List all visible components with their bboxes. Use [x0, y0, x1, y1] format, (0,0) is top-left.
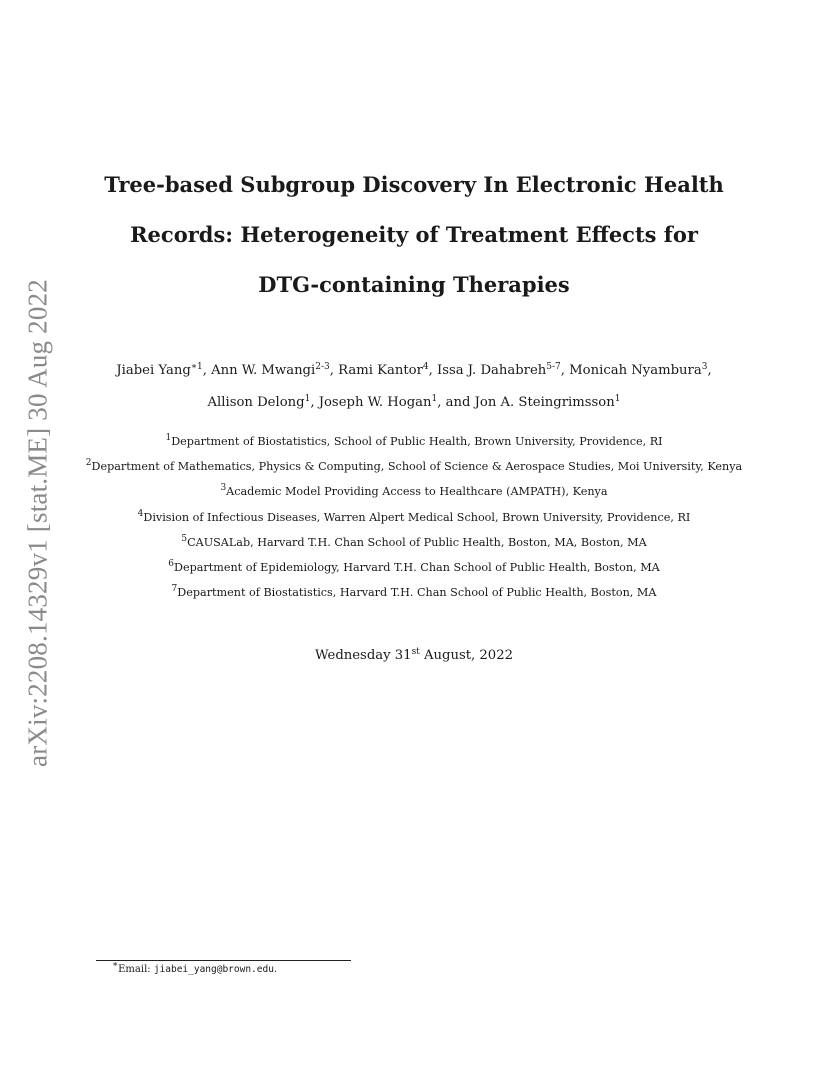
author-separator: , — [310, 395, 319, 410]
affiliation-marker: 3 — [220, 483, 227, 493]
affiliation-text: CAUSALab, Harvard T.H. Chan School of Public Health, Boston, MA, Boston, MA — [187, 536, 647, 549]
affiliation-5 — [0, 536, 828, 549]
author-name: Rami Kantor — [338, 363, 423, 378]
author-name: Allison Delong — [207, 395, 305, 410]
affiliation-marker: 2 — [85, 458, 92, 468]
affiliation-4 — [0, 511, 828, 524]
author-separator: , — [329, 363, 339, 378]
date-ordinal-suffix: st — [411, 647, 420, 657]
author-affiliation-marker: 3 — [701, 362, 708, 372]
author-line-1: Jiabei Yang$^{∗1}$, Ann W. Mwangi$^{2-3}$, Rami Kantor$^4$, Issa J. Dahabreh$^{5-7}$, Monicah Nyambura$^3$, — [116, 362, 712, 378]
author-affiliation-marker: 5-7 — [546, 362, 561, 372]
author-line-2 — [0, 395, 828, 410]
affiliation-marker: 1 — [165, 433, 172, 443]
author-affiliation-marker: 1 — [431, 394, 438, 404]
author-separator: , — [202, 363, 212, 378]
paper-title-line-3: DTG-containing Therapies — [258, 272, 570, 297]
author-affiliation-marker: 4 — [422, 362, 429, 372]
author-name: Jiabei Yang — [116, 363, 191, 378]
paper-title-line-2: Records: Heterogeneity of Treatment Effects for — [130, 222, 698, 247]
affiliation-text: Department of Biostatistics, Harvard T.H. Chan School of Public Health, Boston, MA — [177, 586, 657, 599]
footnote-email — [112, 960, 278, 975]
paper-title-line-1: Tree-based Subgroup Discovery In Electronic Health — [104, 172, 724, 197]
affiliation-2 — [0, 460, 828, 473]
email-address[interactable]: jiabei_yang@brown.edu — [153, 964, 274, 975]
author-name: Ann W. Mwangi — [211, 363, 316, 378]
author-separator: , — [428, 363, 437, 378]
author-name: Monicah Nyambura — [569, 363, 702, 378]
author-affiliation-marker: 2-3 — [315, 362, 330, 372]
affiliation-marker: 6 — [168, 559, 174, 569]
author-separator: , — [560, 363, 570, 378]
author-affiliation-marker: 1 — [614, 394, 621, 404]
author-separator: , and — [437, 395, 475, 410]
affiliation-text: Division of Infectious Diseases, Warren Alpert Medical School, Brown University, Providence, RI — [143, 511, 691, 524]
affiliation-marker: 4 — [137, 509, 144, 519]
affiliation-marker: 7 — [171, 584, 178, 594]
author-affiliation-marker: ∗1 — [190, 362, 203, 372]
affiliation-3 — [0, 485, 828, 498]
affiliation-6 — [0, 561, 828, 574]
author-name: Jon A. Steingrimsson — [474, 395, 615, 410]
footnote-marker: ∗ — [112, 960, 119, 970]
affiliation-text: Academic Model Providing Access to Healthcare (AMPATH), Kenya — [226, 485, 608, 498]
footnote-period: . — [273, 964, 278, 975]
arxiv-identifier: arXiv:2208.14329v1 [stat.ME] 30 Aug 2022 — [22, 279, 53, 767]
author-name: Joseph W. Hogan — [318, 395, 432, 410]
affiliation-text: Department of Biostatistics, School of Public Health, Brown University, Providence, RI — [171, 435, 663, 448]
affiliation-marker: 5 — [181, 534, 188, 544]
footnote-rule — [96, 960, 351, 961]
affiliation-text: Department of Mathematics, Physics & Computing, School of Science & Aerospace Studies, Moi University, Kenya — [91, 460, 743, 473]
date-month-year: August, 2022 — [419, 648, 513, 663]
author-name: Issa J. Dahabreh — [437, 363, 547, 378]
author-affiliation-marker: 1 — [304, 394, 311, 404]
affiliation-7 — [0, 586, 828, 599]
affiliation-1 — [0, 435, 828, 448]
publication-date — [0, 648, 828, 663]
affiliation-text: Department of Epidemiology, Harvard T.H. Chan School of Public Health, Boston, MA — [173, 561, 660, 574]
footnote-label: Email: — [118, 964, 154, 975]
date-day: Wednesday 31 — [315, 648, 412, 663]
